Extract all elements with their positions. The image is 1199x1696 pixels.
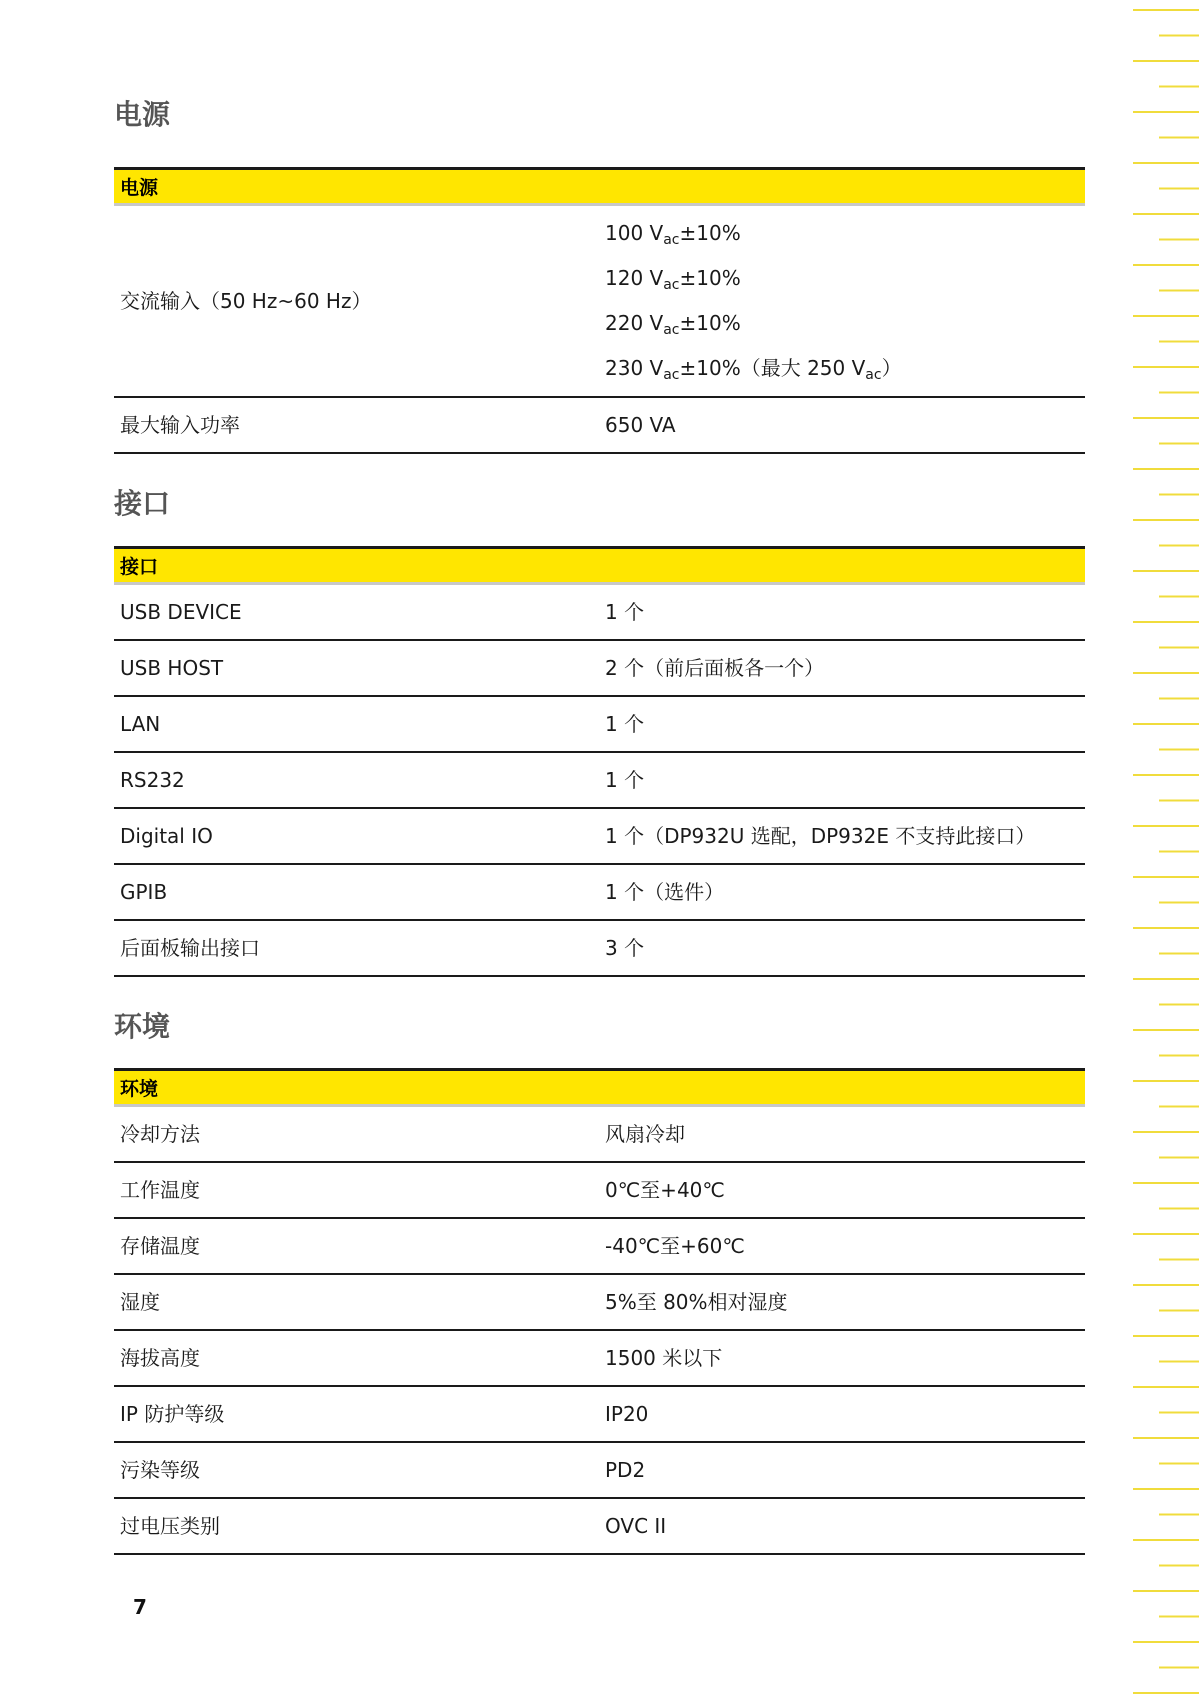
power-table-header: 电源 — [114, 169, 1085, 205]
decorative-stripes — [1119, 0, 1199, 1696]
interface-spec-table — [114, 546, 1085, 977]
table-row — [114, 1218, 1085, 1274]
table-row — [114, 205, 1085, 398]
spec-value: 650 VA — [600, 397, 1085, 453]
spec-label: Digital IO — [114, 808, 600, 864]
table-row — [114, 1330, 1085, 1386]
table-row — [114, 808, 1085, 864]
voltage-line: 120 $V_{ac}\pm 10\%$ — [605, 266, 741, 293]
table-row — [114, 584, 1085, 641]
spec-label: IP 防护等级 — [114, 1386, 600, 1442]
spec-value: 风扇冷却 — [600, 1106, 1085, 1163]
spec-label: 湿度 — [114, 1274, 600, 1330]
voltage-line: 230 $V_{ac}\pm 10\%$（最大 250 $V_{ac}$） — [605, 356, 902, 383]
spec-label: 冷却方法 — [114, 1106, 600, 1163]
voltage-line: 100 $V_{ac}\pm 10\%$ — [605, 221, 741, 248]
spec-label: 海拔高度 — [114, 1330, 600, 1386]
power-section-heading: 电源 — [114, 98, 171, 131]
interface-section-heading: 接口 — [114, 487, 171, 520]
spec-value: 1 个 — [600, 752, 1085, 808]
table-row — [114, 1106, 1085, 1163]
page-number: 7 — [133, 1595, 147, 1619]
spec-value: 1 个（DP932U 选配，DP932E 不支持此接口） — [600, 808, 1085, 864]
spec-value: 5%至 80%相对湿度 — [600, 1274, 1085, 1330]
table-header-row — [114, 1070, 1085, 1106]
table-row — [114, 397, 1085, 453]
spec-value: 1 个 — [600, 584, 1085, 641]
table-row — [114, 864, 1085, 920]
interface-table-header: 接口 — [114, 548, 1085, 584]
spec-value: PD2 — [600, 1442, 1085, 1498]
spec-label: 过电压类别 — [114, 1498, 600, 1554]
table-row — [114, 1442, 1085, 1498]
spec-label: RS232 — [114, 752, 600, 808]
environment-section-heading: 环境 — [114, 1010, 171, 1043]
spec-value: 0℃至+40℃ — [600, 1162, 1085, 1218]
environment-table-header: 环境 — [114, 1070, 1085, 1106]
spec-value: OVC II — [600, 1498, 1085, 1554]
table-row — [114, 920, 1085, 976]
ac-input-values — [600, 205, 1085, 398]
ac-input-label: 交流输入（50 Hz~60 Hz） — [114, 205, 600, 398]
spec-value: 1 个（选件） — [600, 864, 1085, 920]
spec-label: 最大输入功率 — [114, 397, 600, 453]
voltage-line: 220 $V_{ac}\pm 10\%$ — [605, 311, 741, 338]
table-row — [114, 1274, 1085, 1330]
spec-label: USB HOST — [114, 640, 600, 696]
spec-value: -40℃至+60℃ — [600, 1218, 1085, 1274]
table-header-row — [114, 169, 1085, 205]
spec-value: IP20 — [600, 1386, 1085, 1442]
spec-value: 1 个 — [600, 696, 1085, 752]
spec-value: 1500 米以下 — [600, 1330, 1085, 1386]
table-row — [114, 696, 1085, 752]
environment-spec-table — [114, 1068, 1085, 1555]
spec-label: 后面板输出接口 — [114, 920, 600, 976]
spec-value: 3 个 — [600, 920, 1085, 976]
spec-label: 工作温度 — [114, 1162, 600, 1218]
spec-label: 污染等级 — [114, 1442, 600, 1498]
table-row — [114, 1162, 1085, 1218]
spec-label: 存储温度 — [114, 1218, 600, 1274]
table-row — [114, 1498, 1085, 1554]
spec-value: 2 个（前后面板各一个） — [600, 640, 1085, 696]
table-row — [114, 1386, 1085, 1442]
spec-label: USB DEVICE — [114, 584, 600, 641]
table-row — [114, 640, 1085, 696]
spec-label: LAN — [114, 696, 600, 752]
table-header-row — [114, 548, 1085, 584]
table-row — [114, 752, 1085, 808]
power-spec-table — [114, 167, 1085, 454]
spec-label: GPIB — [114, 864, 600, 920]
